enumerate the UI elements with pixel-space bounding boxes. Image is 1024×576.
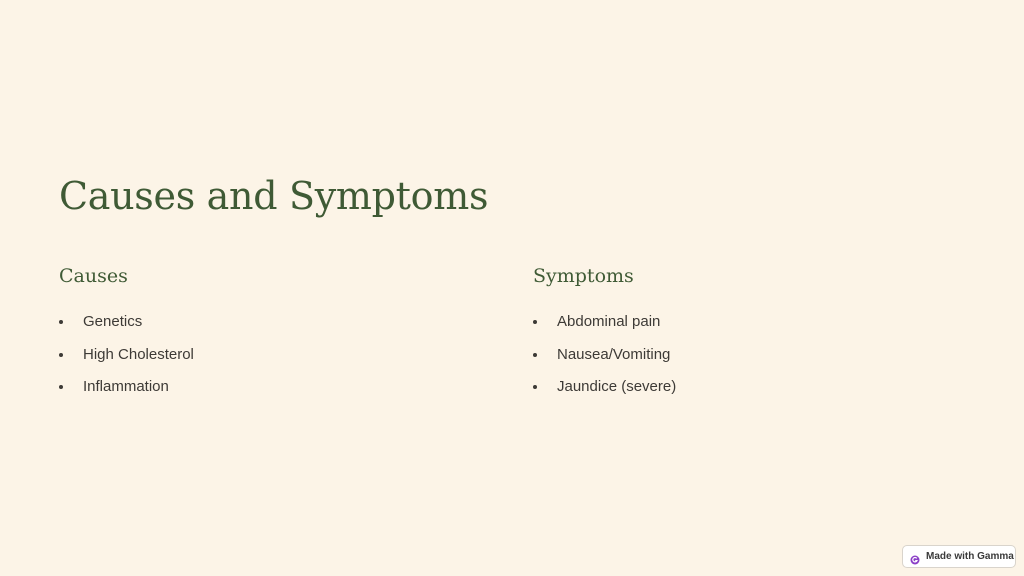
list-item [533,343,933,376]
list-item [533,310,933,343]
symptoms-column [533,262,933,408]
symptoms-heading: Symptoms [533,265,634,287]
list-item-text: Nausea/Vomiting [557,345,671,363]
gamma-logo-icon [910,552,920,562]
causes-column [59,262,459,408]
bullet-icon [533,320,537,324]
badge-label: Made with Gamma [926,551,1014,562]
list-item [533,375,933,408]
bullet-icon [59,385,63,389]
made-with-gamma-badge[interactable] [902,545,1016,568]
bullet-icon [533,353,537,357]
list-item-text: Jaundice (severe) [557,378,677,395]
bullet-icon [59,353,63,357]
list-item-text: Abdominal pain [557,313,661,330]
slide-title: Causes and Symptoms [59,174,489,218]
bullet-icon [59,320,63,324]
list-item [59,375,459,408]
list-item-text: High Cholesterol [83,345,194,363]
symptoms-list [533,310,933,408]
causes-heading: Causes [59,265,128,287]
list-item [59,310,459,343]
list-item [59,343,459,376]
causes-list [59,310,459,408]
list-item-text: Inflammation [83,378,169,395]
list-item-text: Genetics [83,313,143,330]
bullet-icon [533,385,537,389]
